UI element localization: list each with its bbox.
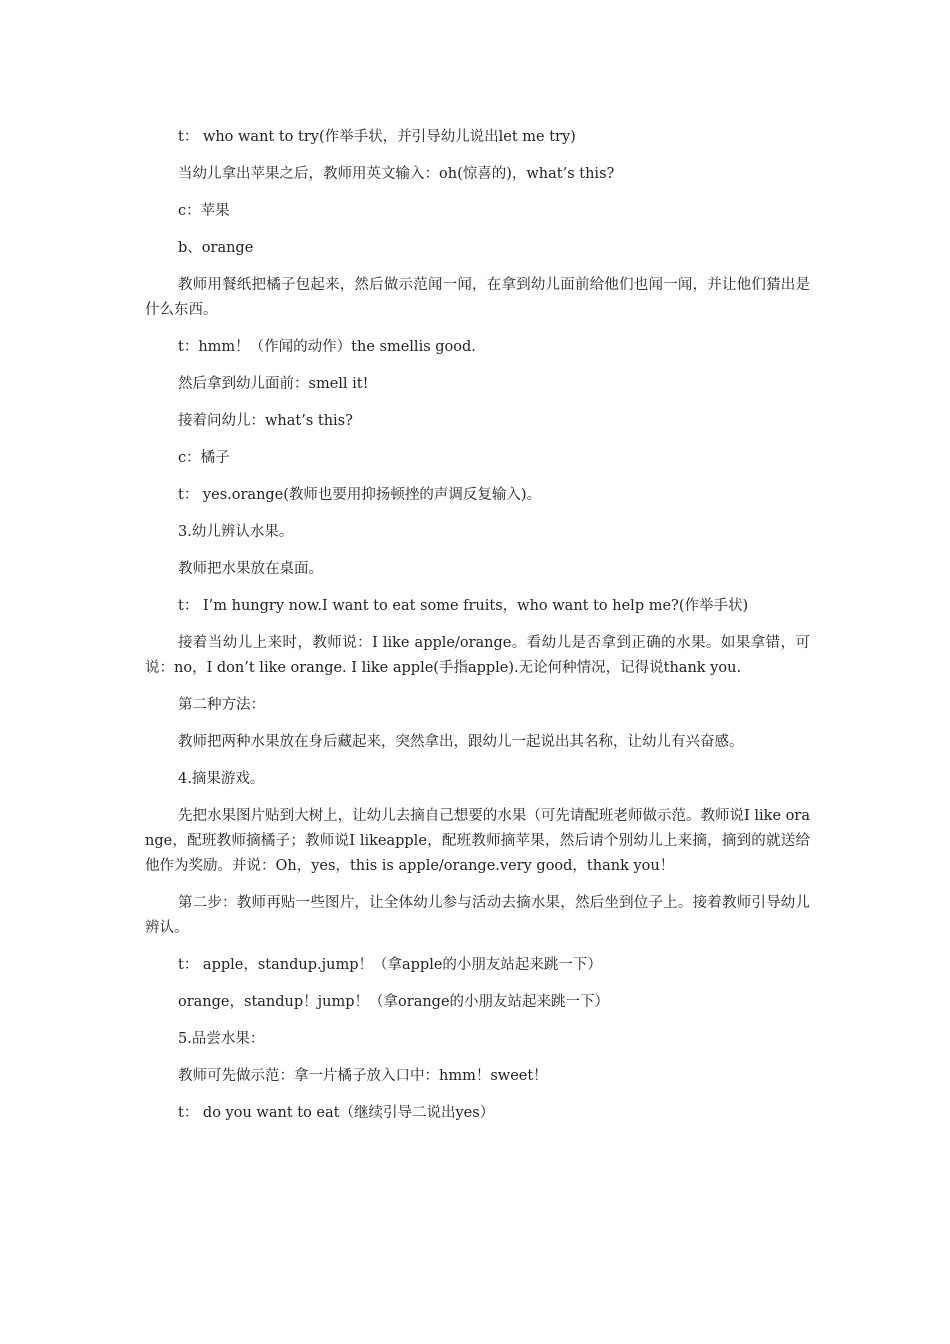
paragraph: t： apple，standup.jump！（拿apple的小朋友站起来跳一下） bbox=[178, 957, 602, 973]
paragraph: c：苹果 bbox=[178, 203, 230, 219]
paragraph: t： do you want to eat（继续引导二说出yes） bbox=[178, 1105, 495, 1121]
paragraph: 先把水果图片贴到大树上，让幼儿去摘自己想要的水果（可先请配班老师做示范。教师说I like orange，配班教师摘橘子；教师说I likeapple，配班教师摘苹果，然后请个别幼儿上来摘，摘到的就送给他作为奖励。并说：Oh，yes，this is apple/orange.very good，thank you！ bbox=[145, 808, 810, 874]
paragraph: orange，standup！jump！（拿orange的小朋友站起来跳一下） bbox=[178, 994, 610, 1010]
paragraph: 接着问幼儿：what’s this? bbox=[178, 413, 353, 429]
paragraph: t： yes.orange(教师也要用抑扬顿挫的声调反复输入)。 bbox=[178, 487, 542, 503]
paragraph: t： I’m hungry now.I want to eat some fruits，who want to help me?(作举手状) bbox=[178, 598, 749, 614]
paragraph: 然后拿到幼儿面前：smell it! bbox=[178, 376, 369, 392]
paragraph: t： who want to try(作举手状，并引导幼儿说出let me try) bbox=[178, 129, 576, 145]
paragraph: 教师把水果放在桌面。 bbox=[178, 561, 323, 577]
section-heading: 5.品尝水果： bbox=[178, 1031, 265, 1047]
paragraph: c：橘子 bbox=[178, 450, 230, 466]
paragraph: 教师把两种水果放在身后藏起来，突然拿出，跟幼儿一起说出其名称，让幼儿有兴奋感。 bbox=[178, 734, 744, 750]
paragraph: t：hmm！（作闻的动作）the smellis good. bbox=[178, 339, 476, 355]
paragraph: 第二种方法： bbox=[178, 697, 265, 713]
paragraph: 教师用餐纸把橘子包起来，然后做示范闻一闻，在拿到幼儿面前给他们也闻一闻，并让他们猜出是什么东西。 bbox=[145, 277, 810, 318]
paragraph: b、orange bbox=[178, 240, 254, 256]
paragraph: 当幼儿拿出苹果之后，教师用英文输入：oh(惊喜的)，what’s this? bbox=[178, 166, 615, 182]
paragraph: 接着当幼儿上来时，教师说：I like apple/orange。看幼儿是否拿到正确的水果。如果拿错，可说：no，I don’t like orange. I like apple(手指apple).无论何种情况，记得说thank you. bbox=[145, 635, 810, 676]
section-heading: 3.幼儿辨认水果。 bbox=[178, 524, 294, 540]
section-heading: 4.摘果游戏。 bbox=[178, 771, 265, 787]
paragraph: 教师可先做示范：拿一片橘子放入口中：hmm！sweet！ bbox=[178, 1068, 548, 1084]
paragraph: 第二步：教师再贴一些图片，让全体幼儿参与活动去摘水果，然后坐到位子上。接着教师引导幼儿辨认。 bbox=[145, 895, 810, 936]
document-body bbox=[145, 125, 810, 1138]
